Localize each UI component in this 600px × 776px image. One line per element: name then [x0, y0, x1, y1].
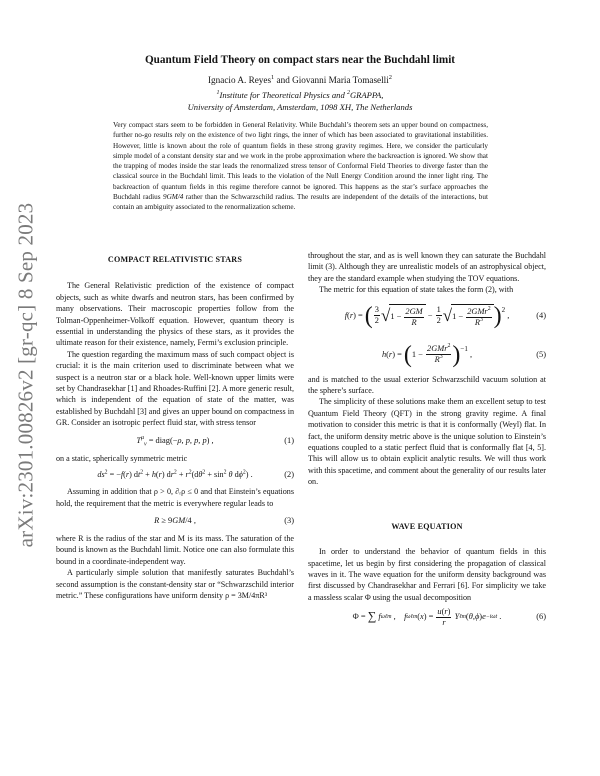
paragraph: The simplicity of these solutions make them an excellent setup to test Quantum Field Theory (QFT) in the strong gravity regime. A final motivation to consider this metric is that it is conformally (Weyl) flat. In fact, the uniform density metric above is the unique solution to Einstein’s equations coupled to a static perfect fluid that is conformally flat [4, 5]. This will allow us to obtain explicit analytic results. We will thus work with this spacetime, and comment about the generality of our results later on. [308, 397, 546, 487]
affiliation-line-2: University of Amsterdam, Amsterdam, 1098 XH, The Netherlands [187, 102, 413, 112]
abstract-text-1: Very compact stars seem to be forbidden in General Relativity. While Buchdahl’s theorem sets an upper bound on compactness, further no-go results rely on the existence of two light rings, the inner of which has been associated to gravitational instabilities. However, little is known about the role of quantum fields in these strong gravity regimes. Here, we consider the particularly simple model of a constant density star and we work in the probe approximation where the backreaction is ignored. We show that the trapping of modes inside the star leads the renormalized stress tensor of Conformal Field Theories to diverge faster than the classical source in the Buchdahl limit. This leads to the violation of the Null Energy Condition around the inner light ring. The backreaction of quantum fields in this regime therefore cannot be ignored. This happens as the star’s surface approaches the Buchdahl radius [113, 121, 488, 202]
author-list [70, 75, 530, 85]
equation-number: (6) [536, 612, 546, 622]
paragraph: and is matched to the usual exterior Schwarzschild vacuum solution at the sphere’s surface. [308, 374, 546, 396]
affiliation-mark-2: 2 [346, 90, 350, 97]
section-heading-compact-stars: COMPACT RELATIVISTIC STARS [107, 255, 243, 264]
left-column [56, 254, 294, 601]
equation-5: h ( r ) = ( 1 − $\frac{2GMr^2}{R^3}$ ) −1 , (5) [381, 341, 546, 368]
equation-number: (5) [536, 349, 546, 359]
equation-4: f ( r ) = ( $\frac{3}{2}$ √ 1 − $\frac{2GM}{R}$ − $\frac{1}{2}$ √ 1 − $\frac{2GMr^2}{R^3}$ ) 2 , (4) [344, 302, 546, 329]
abstract-text-2: rather than the Schwarzschild radius. The results are independent of the details of the interactions, but contain an ambiguity associated to the renormalization scheme. [113, 193, 488, 212]
right-column [308, 250, 546, 631]
paragraph: The question regarding the maximum mass of such compact object is crucial: it is the main criterion used to discriminate between what we suspect is a neutron star or a black hole. Well-known upper limits were set by Chandrasekhar [1] and Rhoades-Ruffini [2]. A more generic result, which is independent of the equation of state of the matter, was established by Buchdahl [3] and gives an upper bound on compactness in GR. Consider an isotropic perfect fluid star, with stress tensor [56, 349, 294, 428]
equation-3: R ≥ 9GM/4 , (3) [154, 516, 294, 526]
author-2: Giovanni Maria Tomaselli [292, 75, 389, 85]
equation-1: $T^\mu_\nu$ = diag(−ρ, p, p, p) , (1) [136, 435, 294, 448]
author-conjunction: and [274, 75, 293, 85]
paragraph: A particularly simple solution that manifestly saturates Buchdahl’s second assumption is the constant-density star or “Schwarzschild interior metric.” These configurations have uniform density ρ = 3M/4πR³ [56, 568, 294, 600]
paper-title: Quantum Field Theory on compact stars near the Buchdahl limit [144, 54, 456, 66]
arxiv-id: arXiv:2301.00826v2 [gr-qc] 8 Sep 2023 [13, 202, 38, 548]
paragraph: where R is the radius of the star and M is its mass. The saturation of the bound is known as the Buchdahl limit. Notice one can also formulate this bound in a coordinate-independent way. [56, 533, 294, 566]
affiliation-line-1 [70, 89, 530, 101]
paragraph: throughout the star, and as is well known they can saturate the Buchdahl limit (3). Although they are unrealistic models of an astrophysical object, they are the standard example when studying the TOV equations. [308, 251, 546, 283]
equation-number: (1) [284, 435, 294, 445]
abstract [113, 120, 488, 213]
affiliation-2: GRAPPA, [349, 90, 384, 100]
paragraph: on a static, spherically symmetric metric [56, 453, 188, 463]
paragraph: The General Relativistic prediction of the existence of compact objects, such as white dwarfs and neutron stars, has been confirmed by many observations. Their macroscopic properties follow from the Tolman-Oppenheimer-Volkoff equation. However, quantum theory is essential in understanding the physics of these stars, as it provides the ultimate reason for their existence, namely, Fermi’s exclusion principle. [56, 281, 294, 348]
paragraph: The metric for this equation of state takes the form (2), with [319, 285, 514, 295]
equation-2: $ds^2 = -f(r) dt^2 + h(r) dr^2 + r^2(d\theta^2 + \sin^2 \theta$ $d\phi^2$) . (2) [97, 469, 294, 480]
equation-number: (4) [536, 310, 546, 320]
affiliation-1: Institute for Theoretical Physics and [219, 90, 347, 100]
paragraph: In order to understand the behavior of quantum fields in this spacetime, let us begin by first considering the propagation of classical waves in it. The wave equation for the uniform density background was first discussed by Chandrasekhar and Ferrari [6]. For simplicity we take a massless scalar Φ using the usual decomposition [308, 547, 546, 602]
section-heading-wave-equation: WAVE EQUATION [391, 521, 463, 531]
equation-6: Φ = ∑ f ωℓm , f ωℓm ( x ) = $\frac{u(r)}{r}$ Y ℓm ( θ , ϕ ) e −iωt . (6) [352, 606, 546, 627]
affiliation-mark-1: 1 [216, 90, 220, 97]
equation-number: (2) [284, 470, 294, 480]
author-2-mark: 2 [388, 73, 392, 81]
author-1-mark: 1 [271, 73, 275, 81]
affiliations [70, 89, 530, 113]
abstract-math: 9GM/4 [162, 193, 184, 202]
paragraph: Assuming in addition that ρ > 0, ∂ᵣρ ≤ 0 and that Einstein’s equations hold, the requirement that the metric is everywhere regular leads to [56, 487, 294, 508]
arxiv-stamp [6, 140, 46, 610]
equation-number: (3) [284, 516, 294, 526]
author-1: Ignacio A. Reyes [208, 75, 272, 85]
